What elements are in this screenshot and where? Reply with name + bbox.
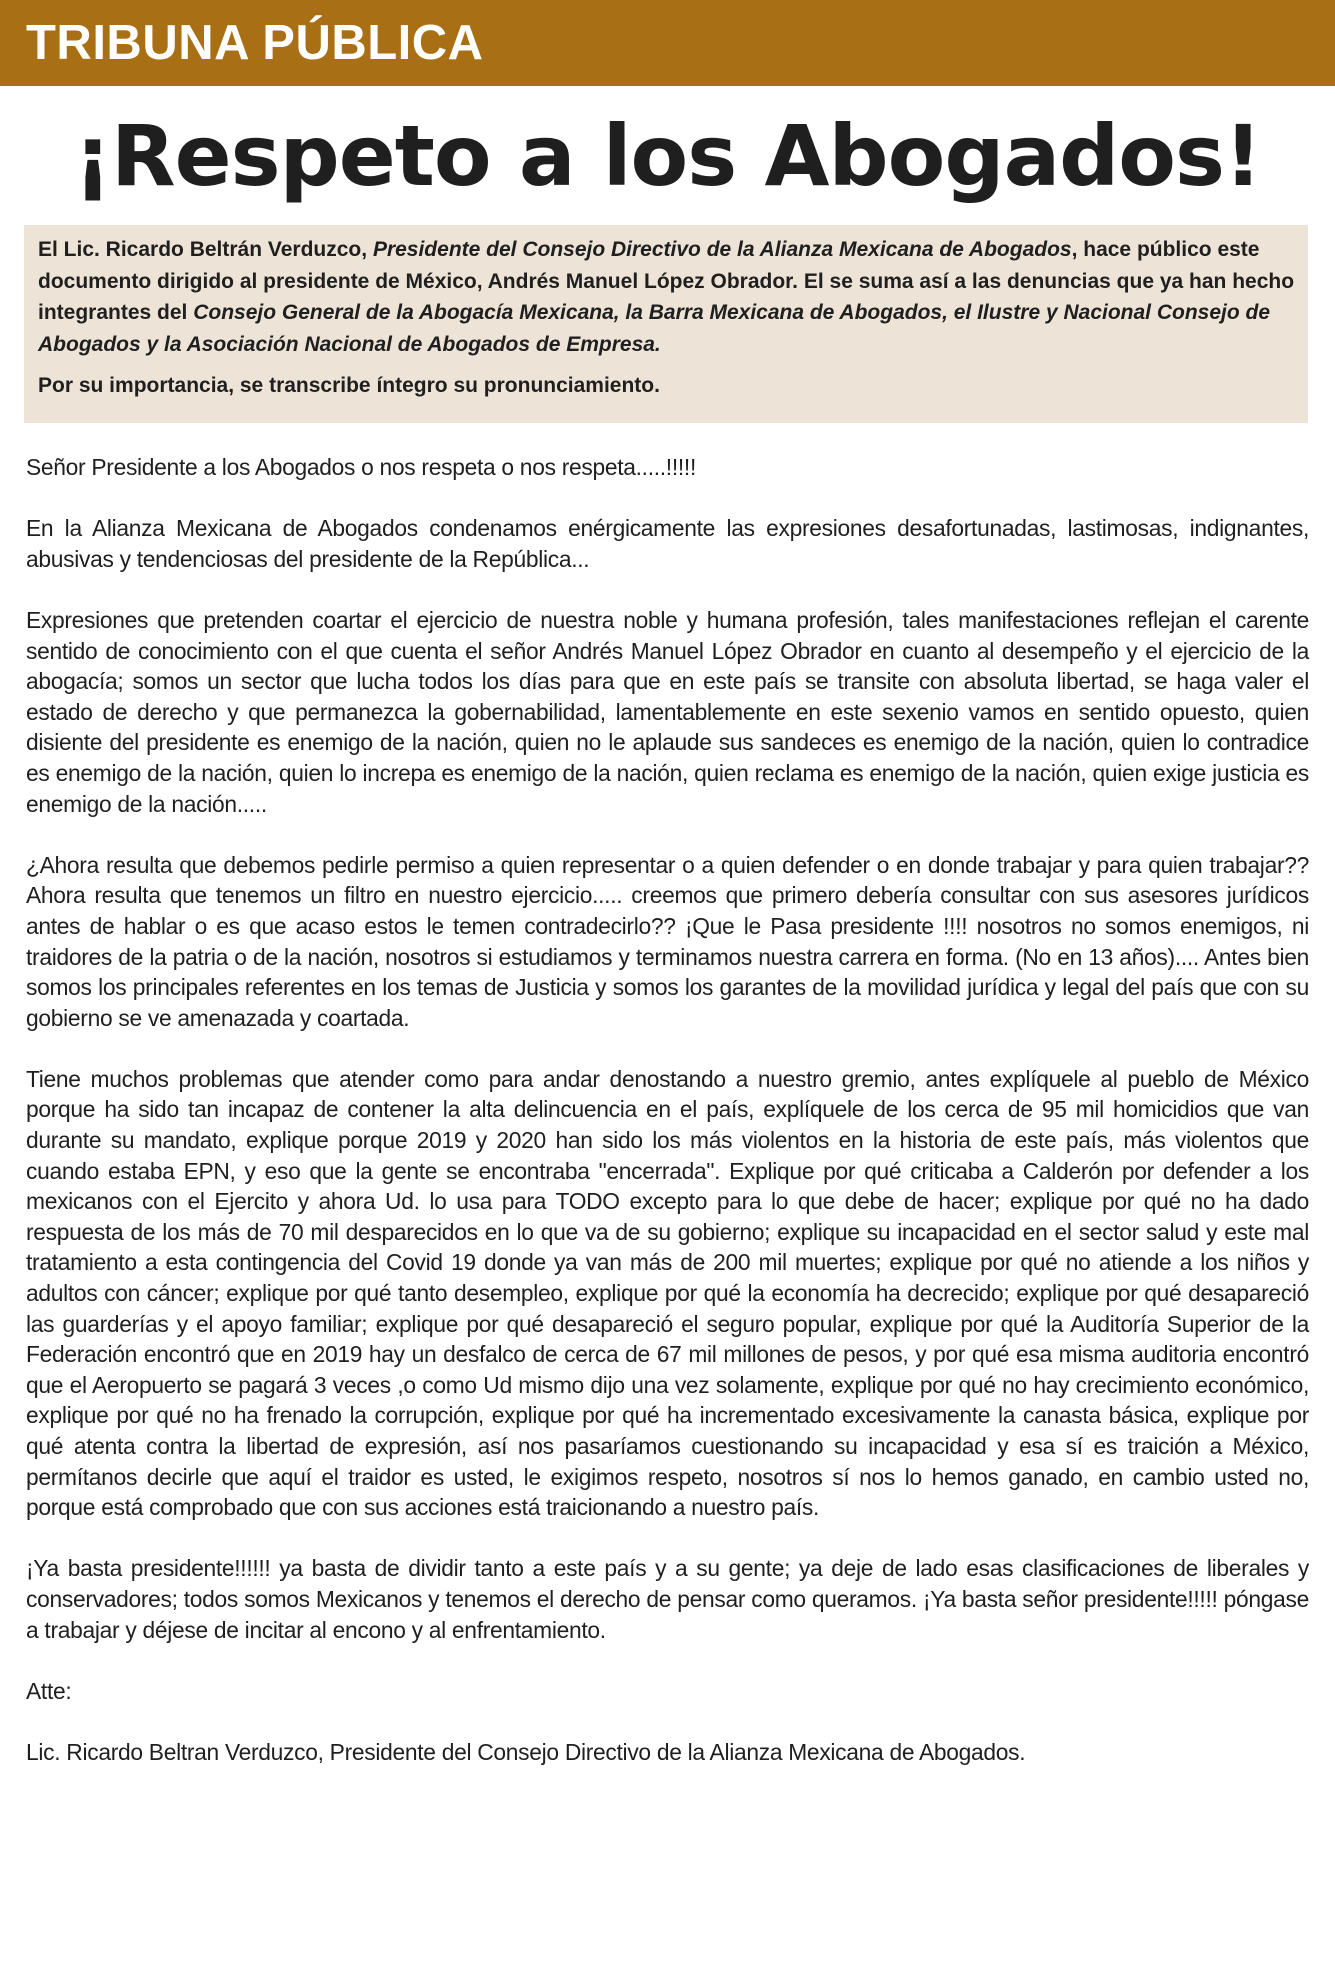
intro-note: Por su importancia, se transcribe íntegro su pronunciamiento.: [38, 374, 660, 397]
intro-organizations: Consejo General de la Abogacía Mexicana, la Barra Mexicana de Abogados, el Ilustre y Nacional Consejo de Abogados y la Asociación Nacional de Abogados de Empresa.: [38, 301, 1271, 356]
body-paragraph-salutation: Señor Presidente a los Abogados o nos respeta o nos respeta.....!!!!!: [26, 454, 696, 480]
body-paragraph: En la Alianza Mexicana de Abogados condenamos enérgicamente las expresiones desafortunadas, lastimosas, indignantes, abusivas y tendenciosas del presidente de la República...: [26, 515, 1309, 572]
body-paragraph: ¿Ahora resulta que debemos pedirle permiso a quien representar o a quien defender o en donde trabajar y para quien trabajar?? Ahora resulta que tenemos un filtro en nuestro ejercicio..... creemos que primero debería consultar con sus asesores jurídicos antes de hablar o es que acaso estos le temen contradecirlo?? ¡Que le Pasa presidente !!!! nosotros no somos enemigos, ni traidores de la patria o de la nación, nosotros si estudiamos y terminamos nuestra carrera en forma. (No en 13 años).... Antes bien somos los principales referentes en los temas de Justicia y somos los garantes de la movilidad jurídica y legal del país que con su gobierno se ve amenazada y coartada.: [26, 851, 1309, 1031]
body-paragraph: Expresiones que pretenden coartar el ejercicio de nuestra noble y humana profesión, tales manifestaciones reflejan el carente sentido de conocimiento con el que cuenta el señor Andrés Manuel López Obrador en cuanto al desempeño y el ejercicio de la abogacía; somos un sector que lucha todos los días para que en este país se transite con absoluta libertad, se haga valer el estado de derecho y que permanezca la gobernabilidad, lamentablemente en este sexenio vamos en sentido opuesto, quien disiente del presidente es enemigo de la nación, quien no le aplaude sus sandeces es enemigo de la nación, quien lo contradice es enemigo de la nación, quien lo increpa es enemigo de la nación, quien reclama es enemigo de la nación, quien exige justicia es enemigo de la nación.....: [26, 606, 1309, 817]
section-header-bar: [0, 0, 1335, 86]
article-headline: ¡Respeto a los Abogados!: [73, 107, 1262, 205]
intro-author: El Lic. Ricardo Beltrán Verduzco,: [38, 238, 368, 261]
body-closing: Atte:: [26, 1677, 72, 1704]
intro-text-mid: , hace público este documento dirigido al presidente de México, Andrés Manuel López Obrador. El se suma así a las denuncias que ya han hecho integrantes del: [38, 238, 1295, 324]
intro-paragraph: [38, 234, 1296, 360]
section-label: TRIBUNA PÚBLICA: [26, 16, 484, 70]
body-paragraph: Tiene muchos problemas que atender como para andar denostando a nuestro gremio, antes explíquele al pueblo de México porque ha sido tan incapaz de contener la alta delincuencia en el país, explíquele de los cerca de 95 mil homicidios que van durante su mandato, explique porque 2019 y 2020 han sido los más violentos en la historia de este país, más violentos que cuando estaba EPN, y eso que la gente se encontraba "encerrada". Explique por qué criticaba a Calderón por defender a los mexicanos con el Ejercito y ahora Ud. lo usa para TODO excepto para lo que debe de hacer; explique por qué no ha dado respuesta de los más de 70 mil desparecidos en lo que va de su gobierno; explique su incapacidad en el sector salud y este mal tratamiento a esta contingencia del Covid 19 donde ya van más de 200 mil muertes; explique por qué no atiende a los niños y adultos con cáncer; explique por qué tanto desempleo, explique por qué la economía ha decrecido; explique por qué desapareció las guarderías y el apoyo familiar; explique por qué desapareció el seguro popular, explique por qué la Auditoría Superior de la Federación encontró que en 2019 hay un desfalco de cerca de 67 mil millones de pesos, y por qué esa misma auditoria encontró que el Aeropuerto se pagará 3 veces ,o como Ud mismo dijo una vez solamente, explique por qué no hay crecimiento económico, explique por qué no ha frenado la corrupción, explique por qué ha incrementado excesivamente la canasta básica, explique por qué atenta contra la libertad de expresión, así nos pasaríamos cuestionando su incapacidad y esa sí es traición a México, permítanos decirle que aquí el traidor es usted, le exigimos respeto, nosotros sí nos lo hemos ganado, en cambio usted no, porque está comprobado que con sus acciones está traicionando a nuestro país.: [26, 1065, 1309, 1521]
intro-box: [24, 225, 1308, 423]
body-signature: Lic. Ricardo Beltran Verduzco, Presidente del Consejo Directivo de la Alianza Mexicana de Abogados.: [26, 1738, 1026, 1765]
intro-author-role: Presidente del Consejo Directivo de la Alianza Mexicana de Abogados: [372, 238, 1072, 261]
article-body: [26, 452, 1309, 1768]
body-paragraph: ¡Ya basta presidente!!!!!! ya basta de dividir tanto a este país y a su gente; ya deje de lado esas clasificaciones de liberales y conservadores; todos somos Mexicanos y tenemos el derecho de pensar como queramos. ¡Ya basta señor presidente!!!!! póngase a trabajar y déjese de incitar al encono y al enfrentamiento.: [26, 1555, 1309, 1643]
